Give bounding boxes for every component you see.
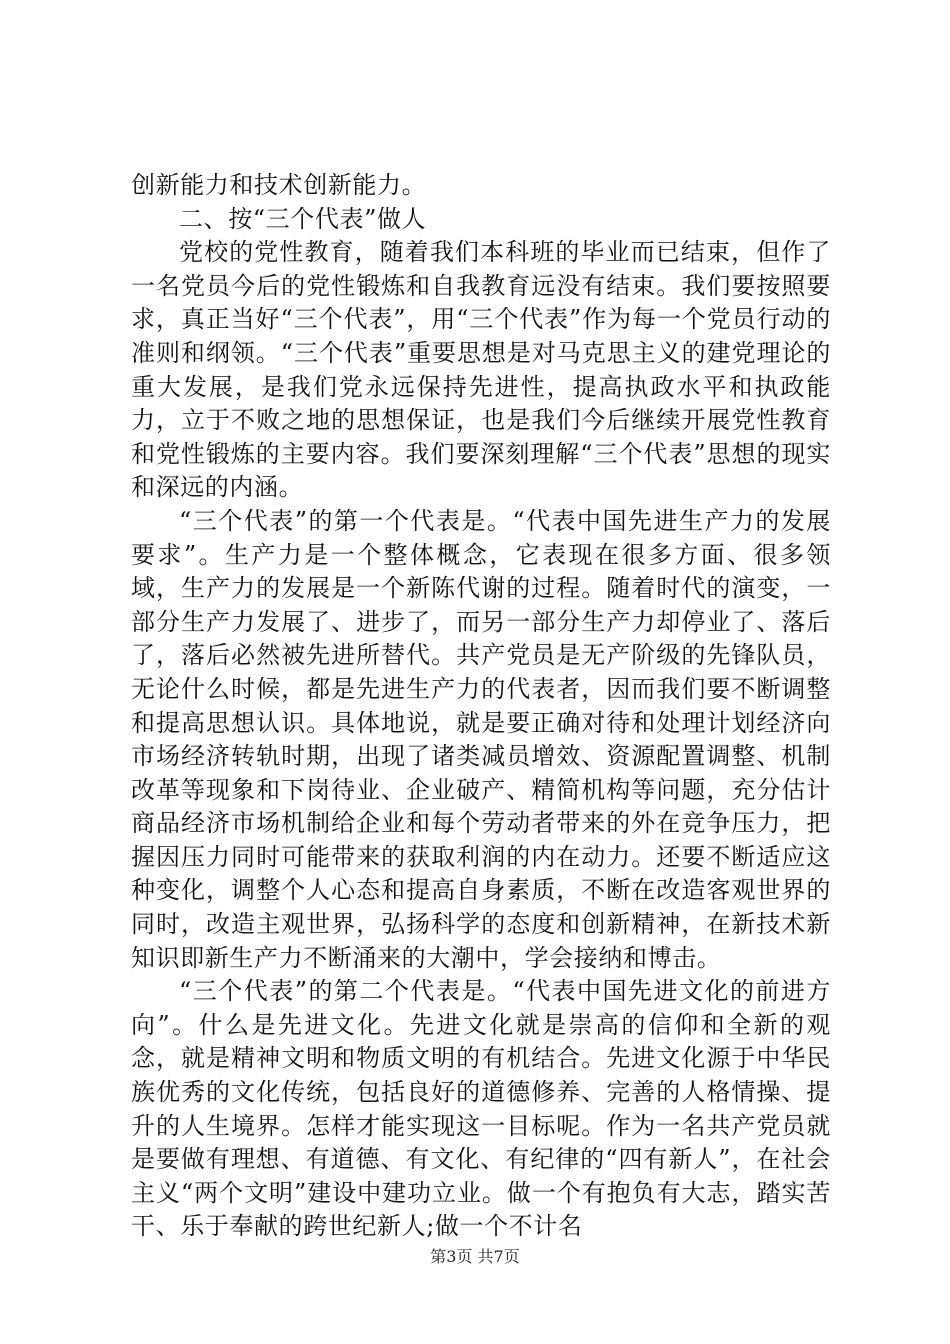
paragraph-continuation: 创新能力和技术创新能力。 — [131, 171, 427, 199]
page-number-footer: 第3页 共7页 — [430, 1247, 520, 1266]
paragraph: “三个代表”的第二个代表是。“代表中国先进文化的前进方向”。什么是先进文化。先进文化就是崇高的信仰和全新的观念，就是精神文明和物质文明的有机结合。先进文化源于中华民族优秀的文化传统，包括良好的道德修养、完善的人格情操、提升的人生境界。怎样才能实现这一目标呢。作为一名共产党员就是要做有理想、有道德、有文化、有纪律的“四有新人”，在社会主义“两个文明”建设中建功立业。做一个有抱负有大志，踏实苦干、乐于奉献的跨世纪新人;做一个不计名 — [131, 977, 831, 1241]
document-body — [131, 169, 831, 1244]
paragraph: “三个代表”的第一个代表是。“代表中国先进生产力的发展要求”。生产力是一个整体概念，它表现在很多方面、很多领域，生产力的发展是一个新陈代谢的过程。随着时代的演变，一部分生产力发展了、进步了，而另一部分生产力却停业了、落后了，落后必然被先进所替代。共产党员是无产阶级的先锋队员，无论什么时候，都是先进生产力的代表者，因而我们要不断调整和提高思想认识。具体地说，就是要正确对待和处理计划经济向市场经济转轨时期，出现了诸类减员增效、资源配置调整、机制改革等现象和下岗待业、企业破产、精简机构等问题，充分估计商品经济市场机制给企业和每个劳动者带来的外在竞争压力，把握因压力同时可能带来的获取利润的内在动力。还要不断适应这种变化，调整个人心态和提高自身素质，不断在改造客观世界的同时，改造主观世界，弘扬科学的态度和创新精神，在新技术新知识即新生产力不断涌来的大潮中，学会接纳和博击。 — [131, 506, 831, 972]
section-heading: 二、按“三个代表”做人 — [179, 204, 427, 233]
paragraph: 党校的党性教育，随着我们本科班的毕业而已结束，但作了一名党员今后的党性锻炼和自我教育远没有结束。我们要按照要求，真正当好“三个代表”，用“三个代表”作为每一个党员行动的准则和纲领。“三个代表”重要思想是对马克思主义的建党理论的重大发展，是我们党永远保持先进性，提高执政水平和执政能力，立于不败之地的思想保证，也是我们今后继续开展党性教育和党性锻炼的主要内容。我们要深刻理解“三个代表”思想的现实和深远的内涵。 — [131, 238, 831, 502]
